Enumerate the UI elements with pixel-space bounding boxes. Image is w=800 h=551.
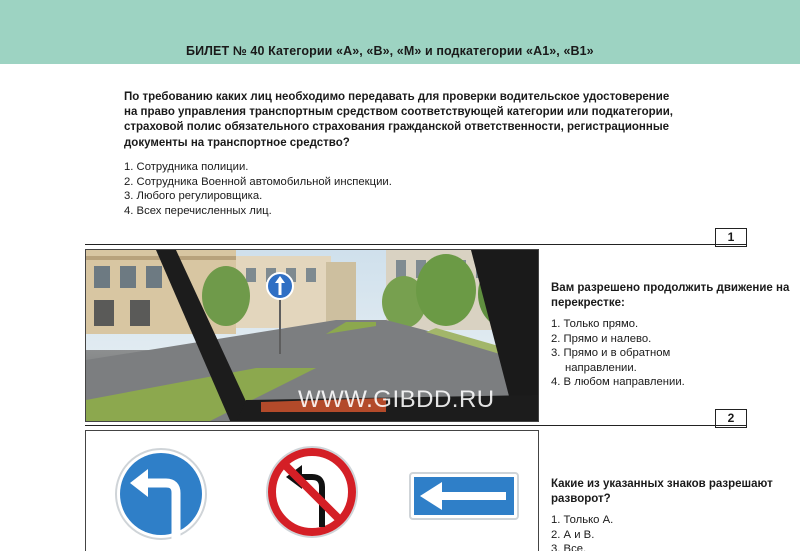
question-2-answers (551, 317, 751, 390)
question-number-box: 2 (715, 409, 747, 428)
answer-option[interactable]: 1. Сотрудника полиции. (124, 161, 249, 173)
answer-option[interactable]: 4. В любом направлении. (551, 376, 685, 388)
divider (85, 244, 747, 245)
question-number-box: 1 (715, 228, 747, 247)
divider (85, 425, 747, 426)
ticket-title: БИЛЕТ № 40 Категории «А», «В», «М» и подкатегории «А1», «В1» (186, 44, 594, 58)
answer-option-continuation[interactable]: направлении. (565, 361, 637, 374)
answer-option[interactable]: 3. Любого регулировщика. (124, 190, 263, 202)
sign-a-turn-left-icon (116, 449, 206, 539)
answer-option[interactable]: 3. Прямо и в обратном (551, 347, 671, 359)
answer-option[interactable]: 3. Все. (551, 543, 587, 551)
question-3-text: Какие из указанных знаков разрешают разворот? (551, 478, 773, 505)
answer-option[interactable]: 2. Сотрудника Военной автомобильной инспекции. (124, 175, 392, 188)
watermark: WWW.GIBDD.RU (298, 386, 495, 413)
question-1-text: По требованию каких лиц необходимо передавать для проверки водительское удостоверение на право управления транспортным средством соответствующей категории или подкатегории, страховой полис обязательного страхования гражданской ответственности, регистрационные документы на транспортное средство? (124, 91, 674, 149)
road-signs (86, 431, 540, 551)
question-1-answers (124, 160, 544, 218)
question-3-answers (551, 513, 751, 551)
answer-option[interactable]: 1. Только А. (551, 514, 614, 526)
answer-option[interactable]: 2. Прямо и налево. (551, 332, 652, 345)
sign-b-no-left-turn-icon (267, 447, 357, 537)
question-2-text: Вам разрешено продолжить движение на перекрестке: (551, 282, 790, 309)
sign-c-left-arrow-icon (410, 473, 518, 519)
answer-option[interactable]: 2. А и В. (551, 528, 595, 541)
signs-panel (85, 430, 539, 551)
answer-option[interactable]: 4. Всех перечисленных лиц. (124, 204, 272, 217)
answer-option[interactable]: 1. Только прямо. (551, 318, 639, 330)
intersection-photo (85, 249, 539, 422)
